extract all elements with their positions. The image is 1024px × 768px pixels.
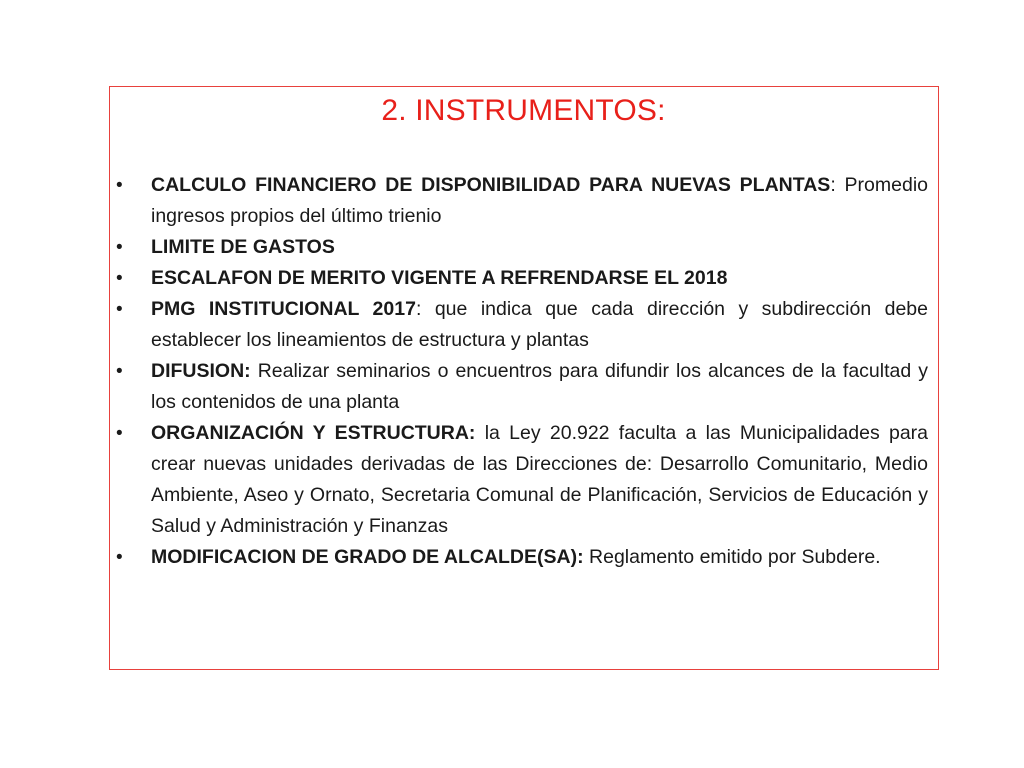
list-item bbox=[113, 232, 928, 263]
item-heading: LIMITE DE GASTOS bbox=[151, 236, 335, 258]
item-text: : que indica que cada dirección y subdirección debe establecer los lineamientos de estructura y plantas bbox=[151, 298, 929, 351]
item-heading: CALCULO FINANCIERO DE DISPONIBILIDAD PARA NUEVAS PLANTAS bbox=[151, 174, 831, 196]
bullet-icon: • bbox=[116, 175, 123, 196]
item-heading: ORGANIZACIÓN Y ESTRUCTURA: bbox=[151, 422, 476, 444]
item-heading: DIFUSION: bbox=[151, 360, 251, 382]
item-heading: MODIFICACION DE GRADO DE ALCALDE(SA): bbox=[151, 546, 584, 568]
item-heading: ESCALAFON DE MERITO VIGENTE A REFRENDARSE EL 2018 bbox=[151, 267, 728, 289]
list-item bbox=[113, 294, 928, 356]
list-item bbox=[113, 263, 928, 294]
item-text: Realizar seminarios o encuentros para difundir los alcances de la facultad y los contenidos de una planta bbox=[151, 360, 928, 413]
bullet-icon: • bbox=[116, 423, 123, 444]
bullet-icon: • bbox=[116, 237, 123, 258]
list-item bbox=[113, 170, 928, 232]
bullet-icon: • bbox=[116, 547, 123, 568]
item-text: : Promedio ingresos propios del último trienio bbox=[151, 174, 928, 227]
item-text: la Ley 20.922 faculta a las Municipalidades para crear nuevas unidades derivadas de las Direcciones de: Desarrollo Comunitario, Medio Ambiente, Aseo y Ornato, Secretaria Comunal de Planificación, Servicios de Educación y Salud y Administración y Finanzas bbox=[151, 422, 928, 537]
item-heading: PMG INSTITUCIONAL 2017 bbox=[151, 298, 416, 320]
bullet-list bbox=[113, 170, 928, 573]
list-item bbox=[113, 542, 928, 573]
item-text: Reglamento emitido por Subdere. bbox=[583, 546, 881, 568]
list-item bbox=[113, 356, 928, 418]
slide-title: 2. INSTRUMENTOS: bbox=[381, 94, 666, 127]
bullet-icon: • bbox=[116, 299, 123, 320]
bullet-icon: • bbox=[116, 268, 123, 289]
list-item bbox=[113, 418, 928, 542]
bullet-icon: • bbox=[116, 361, 123, 382]
